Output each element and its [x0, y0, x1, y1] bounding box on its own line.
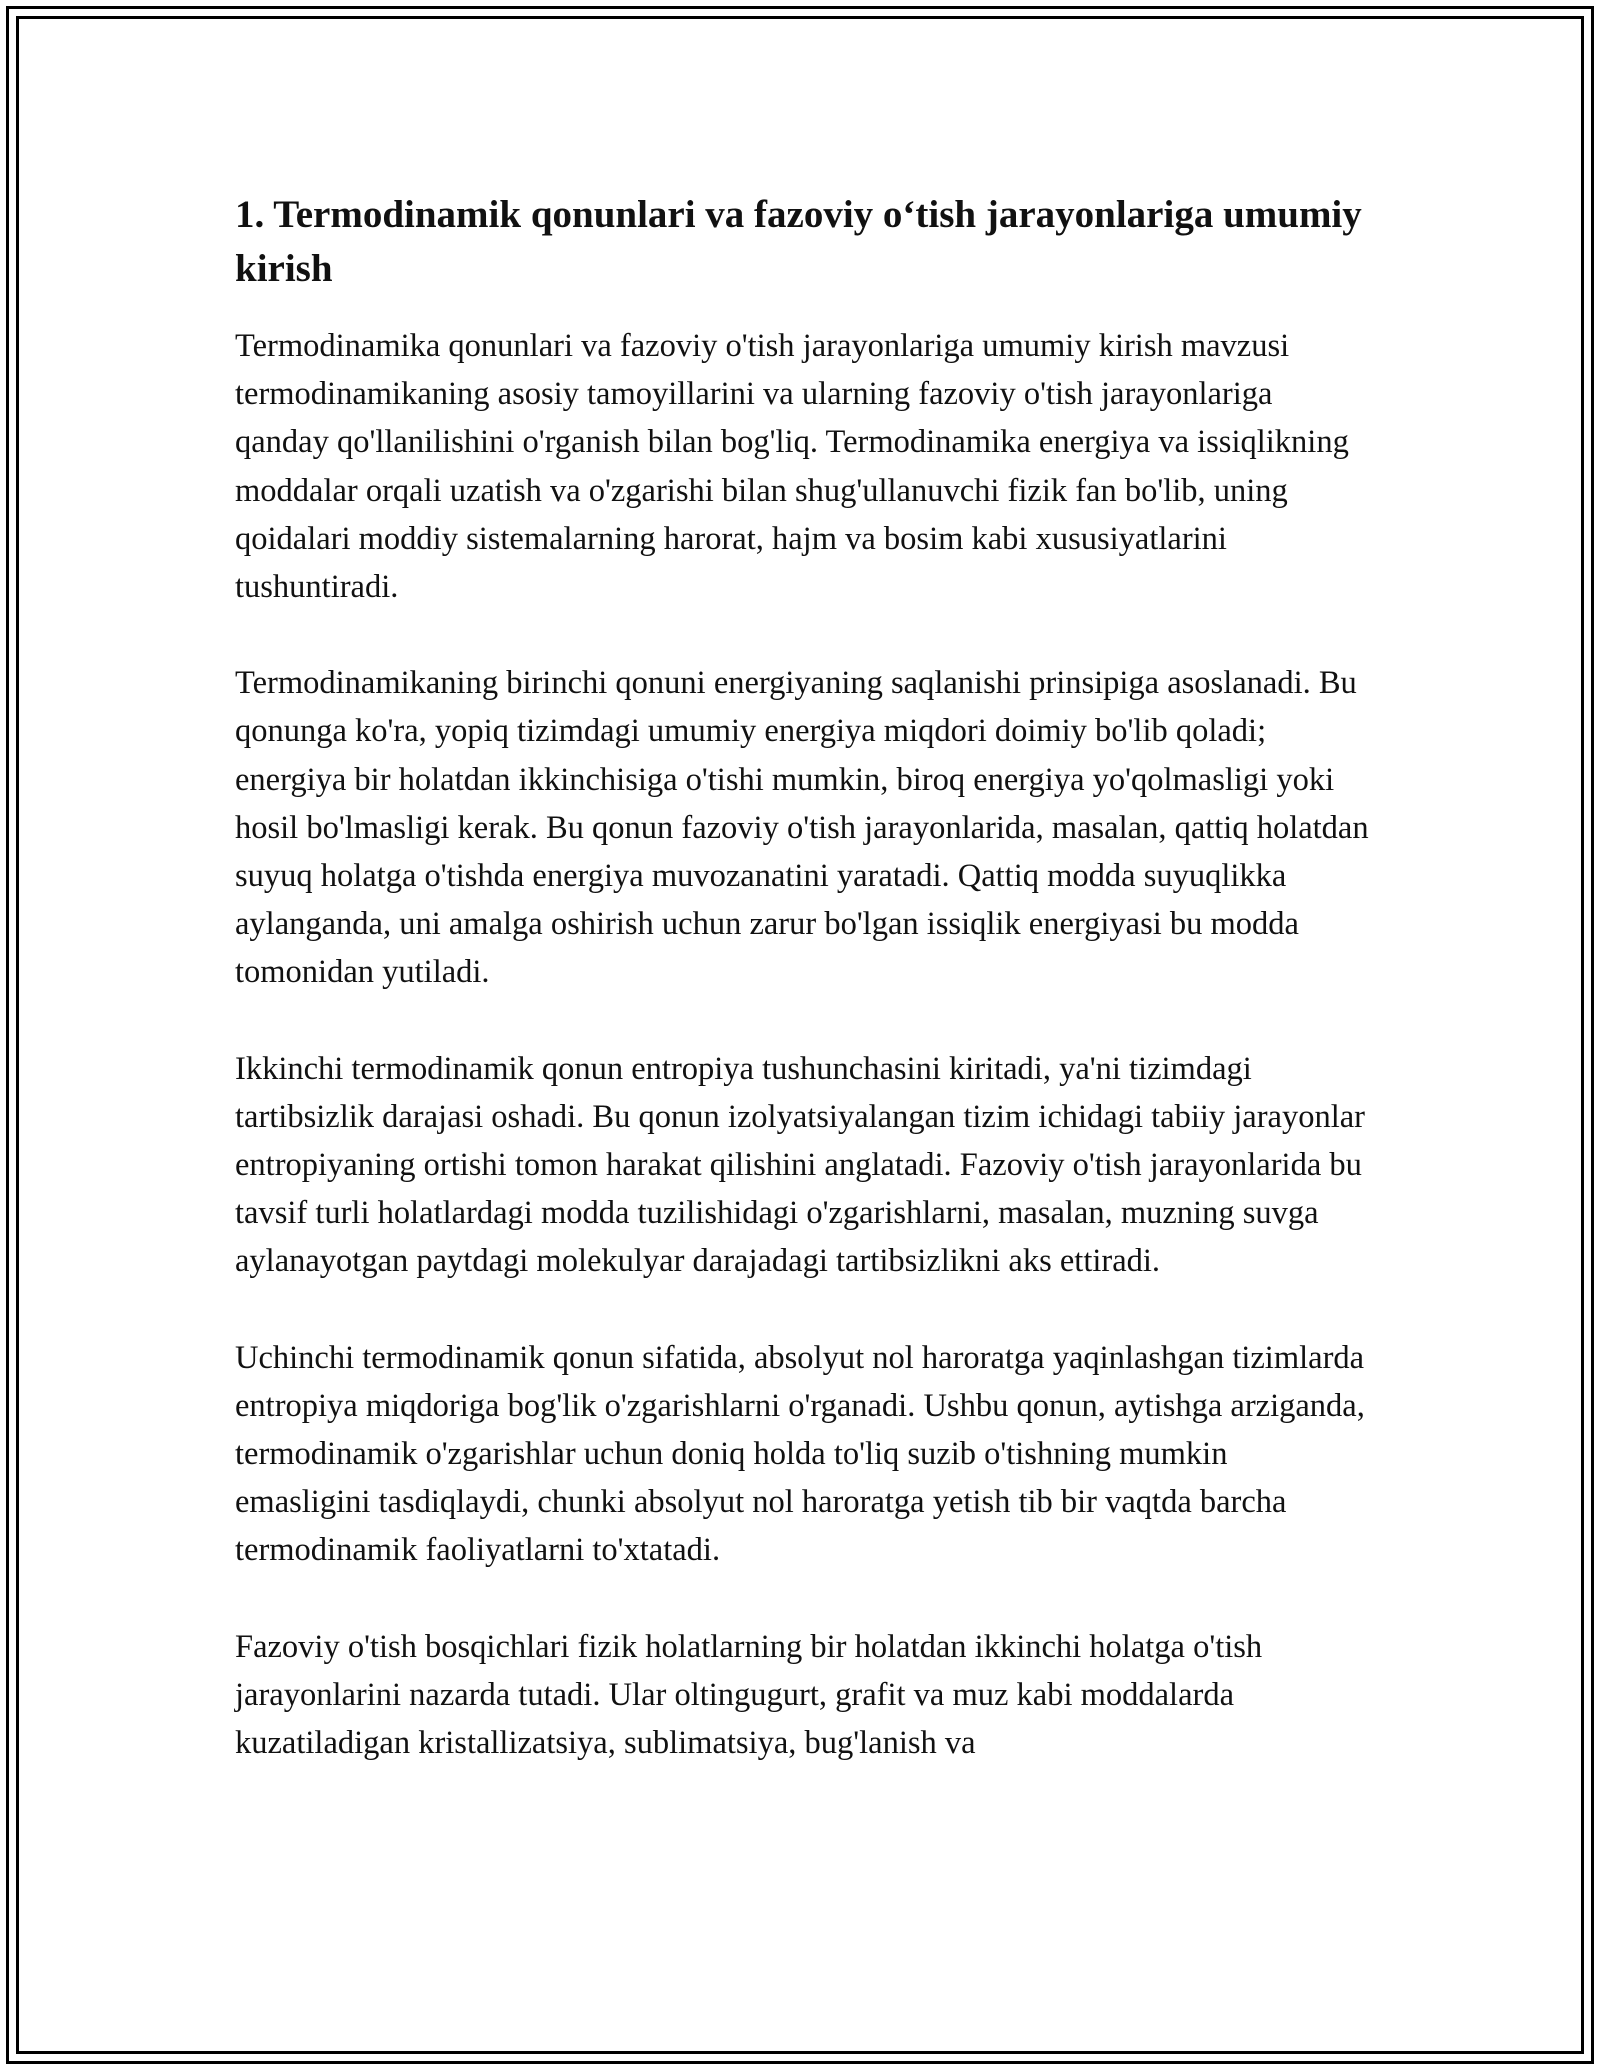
paragraph-phase-transitions: Fazoviy o'tish bosqichlari fizik holatlarning bir holatdan ikkinchi holatga o'tish jarayonlarini nazarda tutadi. Ular oltingugurt, grafit va muz kabi moddalarda kuzatiladigan kristallizatsiya, sublimatsiya, bug'lanish va: [235, 1628, 1263, 1762]
paragraph-third-law: Uchinchi termodinamik qonun sifatida, absolyut nol haroratga yaqinlashgan tizimlarda entropiya miqdoriga bog'lik o'zgarishlarni o'rganadi. Ushbu qonun, aytishga arziganda, termodinamik o'zgarishlar uchun doniq holda to'liq suzib o'tishning mumkin emasligini tasdiqlaydi, chunki absolyut nol haroratga yetish tib bir vaqtda barcha termodinamik faoliyatlarni to'xtatadi.: [235, 1339, 1365, 1569]
paragraph-first-law: Termodinamikaning birinchi qonuni energiyaning saqlanishi prinsipiga asoslanadi. Bu qonunga ko'ra, yopiq tizimdagi umumiy energiya miqdori doimiy bo'lib qoladi; energiya bir holatdan ikkinchisiga o'tishi mumkin, biroq energiya yo'qolmasligi yoki hosil bo'lmasligi kerak. Bu qonun fazoviy o'tish jarayonlarida, masalan, qattiq holatdan suyuq holatga o'tishda energiya muvozanatini yaratadi. Qattiq modda suyuqlikka aylanganda, uni amalga oshirish uchun zarur bo'lgan issiqlik energiyasi bu modda tomonidan yutiladi.: [235, 665, 1369, 991]
paragraph-second-law: Ikkinchi termodinamik qonun entropiya tushunchasini kiritadi, ya'ni tizimdagi tartibsizlik darajasi oshadi. Bu qonun izolyatsiyalangan tizim ichidagi tabiiy jarayonlar entropiyaning ortishi tomon harakat qilishini anglatadi. Fazoviy o'tish jarayonlarida bu tavsif turli holatlardagi modda tuzilishidagi o'zgarishlarni, masalan, muzning suvga aylanayotgan paytdagi molekulyar darajadagi tartibsizlikni aks ettiradi.: [235, 1050, 1365, 1280]
section-heading: 1. Termodinamik qonunlari va fazoviy o‘tish jarayonlariga umumiy kirish: [235, 193, 1362, 290]
paragraph-intro: Termodinamika qonunlari va fazoviy o'tish jarayonlariga umumiy kirish mavzusi termodinamikaning asosiy tamoyillarini va ularning fazoviy o'tish jarayonlariga qanday qo'llanilishini o'rganish bilan bog'liq. Termodinamika energiya va issiqlikning moddalar orqali uzatish va o'zgarishi bilan shug'ullanuvchi fizik fan bo'lib, uning qoidalari moddiy sistemalarning harorat, hajm va bosim kabi xususiyatlarini tushuntiradi.: [235, 328, 1349, 606]
document-body: [235, 188, 1370, 1815]
